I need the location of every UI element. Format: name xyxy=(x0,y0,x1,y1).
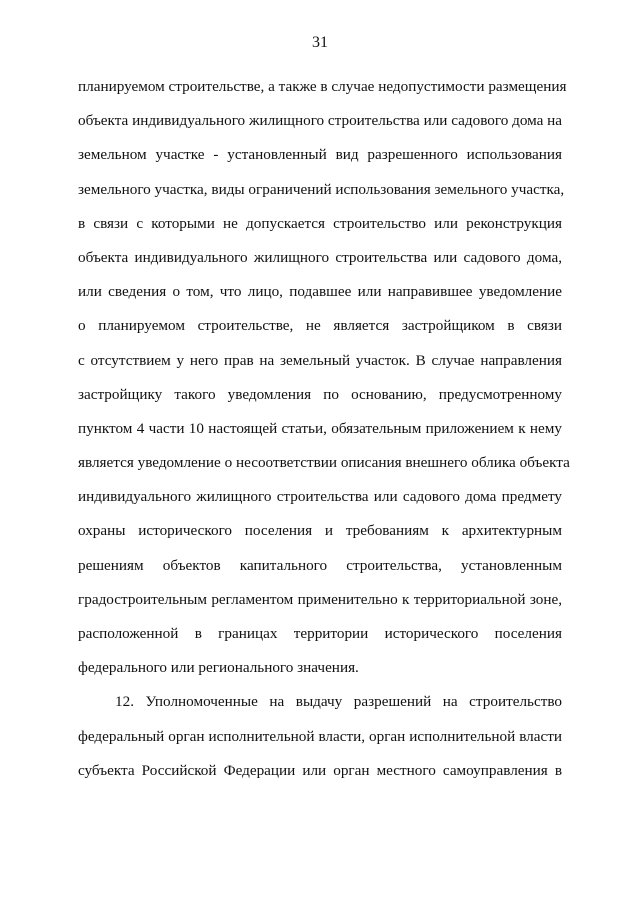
text-line: с отсутствием у него прав на земельный участок. В случае направления xyxy=(78,351,562,369)
text-line: земельном участке - установленный вид разрешенного использования xyxy=(78,146,562,164)
text-line: решениям объектов капитального строительства, установленным xyxy=(78,556,562,574)
text-line: индивидуального жилищного строительства или садового дома предмету xyxy=(78,488,562,506)
page-number: 31 xyxy=(312,34,328,51)
text-line: планируемом строительстве, а также в случае недопустимости размещения xyxy=(78,78,567,95)
text-line: земельного участка, виды ограничений использования земельного участка, xyxy=(78,180,565,198)
text-line: объекта индивидуального жилищного строительства или садового дома, xyxy=(78,248,562,266)
text-line: субъекта Российской Федерации или орган местного самоуправления в xyxy=(78,761,562,779)
text-line: охраны исторического поселения и требованиям к архитектурным xyxy=(78,522,562,540)
text-line: пунктом 4 части 10 настоящей статьи, обязательным приложением к нему xyxy=(78,419,562,437)
text-line: градостроительным регламентом применительно к территориальной зоне, xyxy=(78,590,562,608)
text-line: расположенной в границах территории исторического поселения xyxy=(78,625,562,642)
document-body xyxy=(78,70,570,788)
text-line-paragraph-end: федерального или регионального значения. xyxy=(78,659,359,677)
text-line-paragraph-start: 12. Уполномоченные на выдачу разрешений на строительство xyxy=(115,693,562,711)
text-line: или сведения о том, что лицо, подавшее или направившее уведомление xyxy=(78,283,562,301)
text-line: федеральный орган исполнительной власти, орган исполнительной власти xyxy=(78,727,562,745)
text-line: является уведомление о несоответствии описания внешнего облика объекта xyxy=(78,454,570,472)
text-line: в связи с которыми не допускается строительство или реконструкция xyxy=(78,214,562,232)
text-line: о планируемом строительстве, не является застройщиком в связи xyxy=(78,317,562,335)
text-line: застройщику такого уведомления по основанию, предусмотренному xyxy=(78,385,562,403)
text-line: объекта индивидуального жилищного строительства или садового дома на xyxy=(78,112,563,130)
